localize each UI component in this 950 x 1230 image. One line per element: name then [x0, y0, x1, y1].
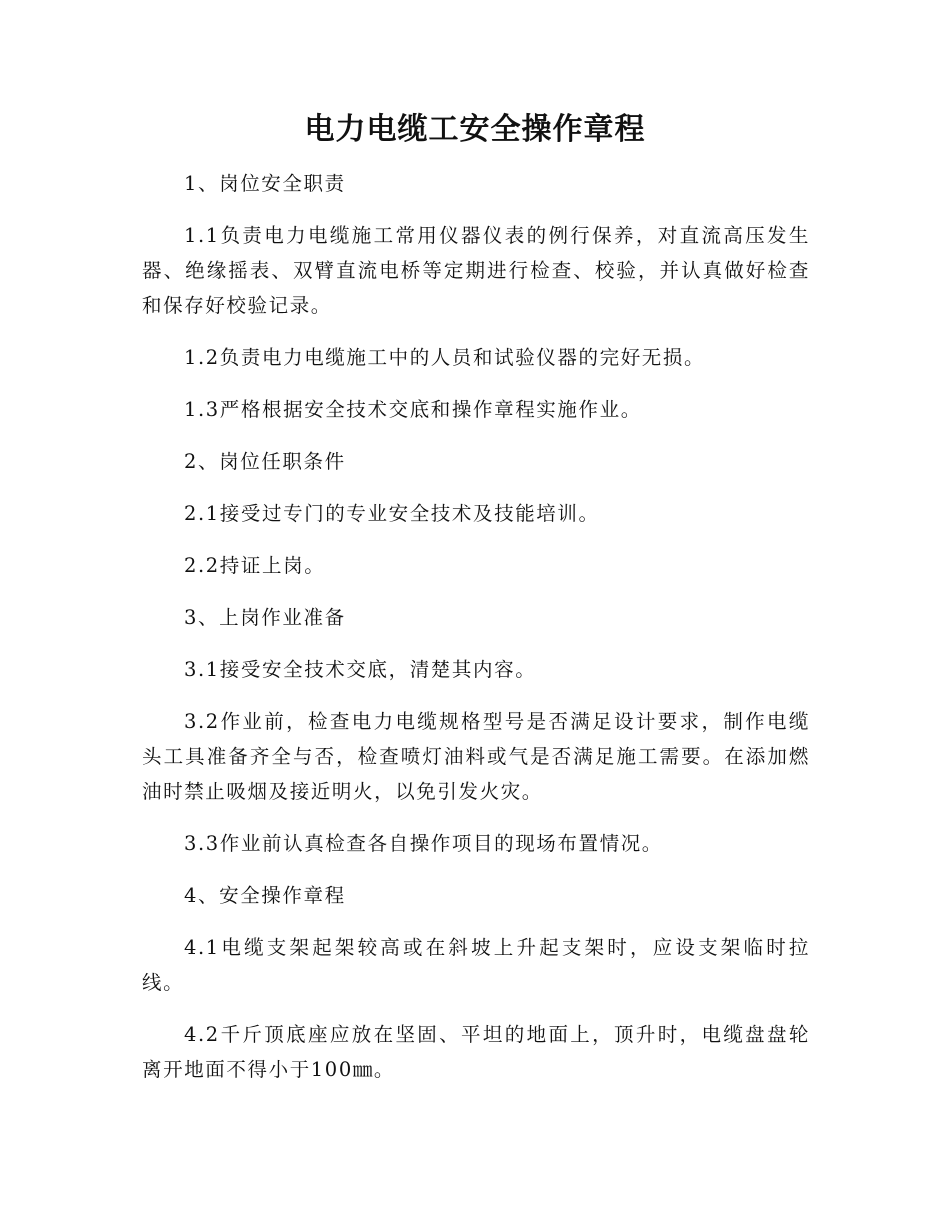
heading-3-work-preparation: 3、上岗作业准备	[184, 606, 346, 629]
document-body	[142, 166, 810, 1104]
paragraph-2-2: 2.2持证上岗。	[184, 554, 326, 577]
paragraph-3-1: 3.1接受安全技术交底，清楚其内容。	[184, 658, 537, 681]
heading-1-job-safety-duties: 1、岗位安全职责	[184, 172, 346, 195]
paragraph-3-2: 3.2作业前，检查电力电缆规格型号是否满足设计要求，制作电缆头工具准备齐全与否，检查喷灯油料或气是否满足施工需要。在添加燃油时禁止吸烟及接近明火，以免引发火灾。	[142, 710, 810, 803]
paragraph-2-1: 2.1接受过专门的专业安全技术及技能培训。	[184, 502, 600, 525]
paragraph-1-2: 1.2负责电力电缆施工中的人员和试验仪器的完好无损。	[184, 346, 706, 369]
paragraph-1-3: 1.3严格根据安全技术交底和操作章程实施作业。	[184, 398, 642, 421]
paragraph-4-2: 4.2千斤顶底座应放在坚固、平坦的地面上，顶升时，电缆盘盘轮离开地面不得小于100㎜。	[142, 1023, 810, 1081]
paragraph-3-3: 3.3作业前认真检查各自操作项目的现场布置情况。	[184, 832, 663, 855]
document-title: 电力电缆工安全操作章程	[304, 112, 646, 147]
heading-2-job-qualifications: 2、岗位任职条件	[184, 450, 346, 473]
paragraph-1-1: 1.1负责电力电缆施工常用仪器仪表的例行保养，对直流高压发生器、绝缘摇表、双臂直流电桥等定期进行检查、校验，并认真做好检查和保存好校验记录。	[142, 224, 810, 317]
paragraph-4-1: 4.1电缆支架起架较高或在斜坡上升起支架时，应设支架临时拉线。	[142, 936, 810, 994]
heading-4-safety-operating-rules: 4、安全操作章程	[184, 884, 346, 907]
